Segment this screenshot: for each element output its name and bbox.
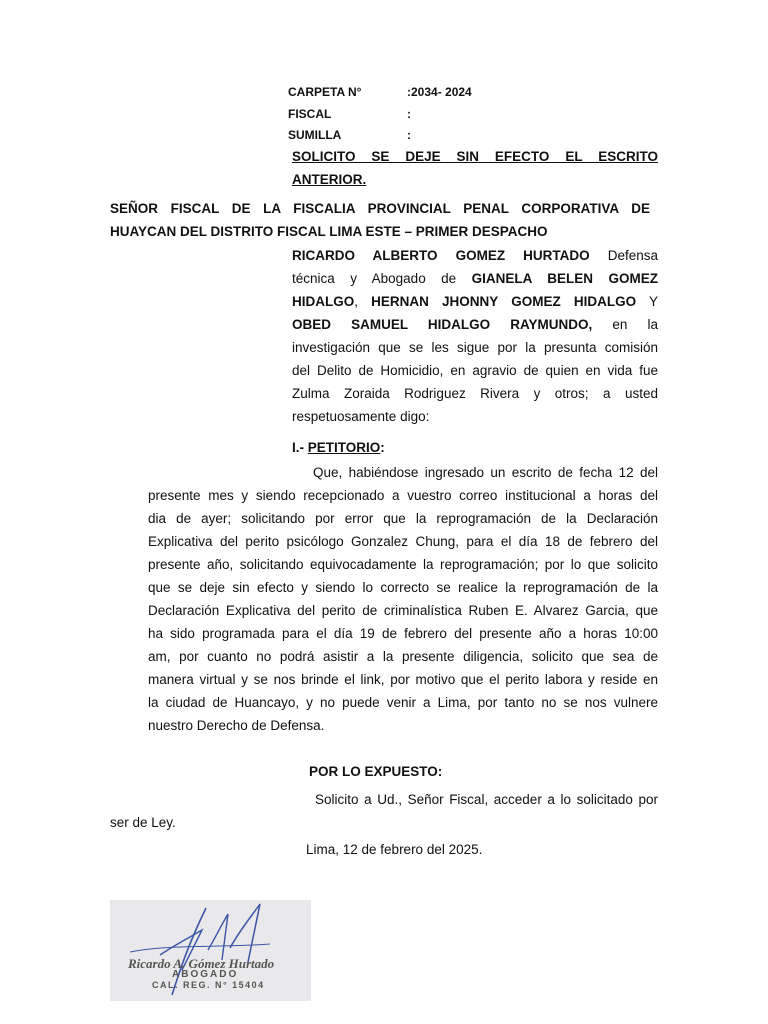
closing-heading: POR LO EXPUESTO: <box>309 764 443 779</box>
closing-line1: Solicito a Ud., Señor Fiscal, acceder a lo solicitado por <box>315 792 658 807</box>
stamp-name: Ricardo A. Gómez Hurtado <box>128 956 275 971</box>
closing-line2: ser de Ley. <box>110 815 176 830</box>
addressee-line1: SEÑOR FISCAL DE LA FISCALIA PROVINCIAL PENAL CORPORATIVA DE <box>110 201 650 216</box>
client-name-1: GIANELA BELEN GOMEZ <box>471 271 658 286</box>
place-date: Lima, 12 de febrero del 2025. <box>306 842 483 857</box>
lawyer-name: RICARDO ALBERTO GOMEZ HURTADO <box>292 248 590 263</box>
carpeta-value: :2034- 2024 <box>407 85 472 99</box>
intro-paragraph: RICARDO ALBERTO GOMEZ HURTADO Defensa técnica y Abogado de GIANELA BELEN GOMEZ HIDALGO, HERNAN JHONNY GOMEZ HIDALGO Y OBED SAMUEL HIDALGO RAYMUNDO, en la investigación que se les sigue por la presunta comisión del Delito de Homicidio, en agravio de quien en vida fue Zulma Zoraida Rodriguez Rivera y otros; a usted respetuosamente digo: <box>292 248 658 424</box>
sumilla-value: : <box>407 128 411 142</box>
signature-stamp <box>110 900 311 1001</box>
fiscal-label: FISCAL <box>288 107 332 121</box>
stamp-registration: CAL. REG. N° 15404 <box>152 980 265 990</box>
sumilla-label: SUMILLA <box>288 128 342 142</box>
client-name-2: HERNAN JHONNY GOMEZ HIDALGO <box>371 294 637 309</box>
client-name-3: OBED SAMUEL HIDALGO RAYMUNDO, <box>292 317 593 332</box>
fiscal-value: : <box>407 107 411 121</box>
sumilla-text-line2: ANTERIOR. <box>292 172 367 187</box>
sumilla-text-line1: SOLICITO SE DEJE SIN EFECTO EL ESCRITO <box>292 149 658 164</box>
petitorio-heading: I.- PETITORIO: <box>292 440 385 455</box>
addressee-line2: HUAYCAN DEL DISTRITO FISCAL LIMA ESTE – PRIMER DESPACHO <box>110 224 548 239</box>
stamp-title: ABOGADO <box>172 969 239 980</box>
carpeta-label: CARPETA N° <box>288 85 362 99</box>
petitorio-body: Que, habiéndose ingresado un escrito de fecha 12 del presente mes y siendo recepcionado a vuestro correo institucional a horas del dia de ayer; solicitando por error que la reprogramación de la Declaración Explicativa del perito psicólogo Gonzalez Chung, para el día 18 de febrero del presente año, solicitando equivocadamente la reprogramación; por lo que solicito que se deje sin efecto y siendo lo correcto se realice la reprogramación de la Declaración Explicativa del perito de criminalística Ruben E. Alvarez Garcia, que ha sido programada para el día 19 de febrero del presente año a horas 10:00 am, por cuanto no podrá asistir a la presente diligencia, solicito que sea de manera virtual y se nos brinde el link, por motivo que el perito labora y reside en la ciudad de Huancayo, y no puede venir a Lima, por tanto no se nos vulnere nuestro Derecho de Defensa. <box>148 465 658 733</box>
